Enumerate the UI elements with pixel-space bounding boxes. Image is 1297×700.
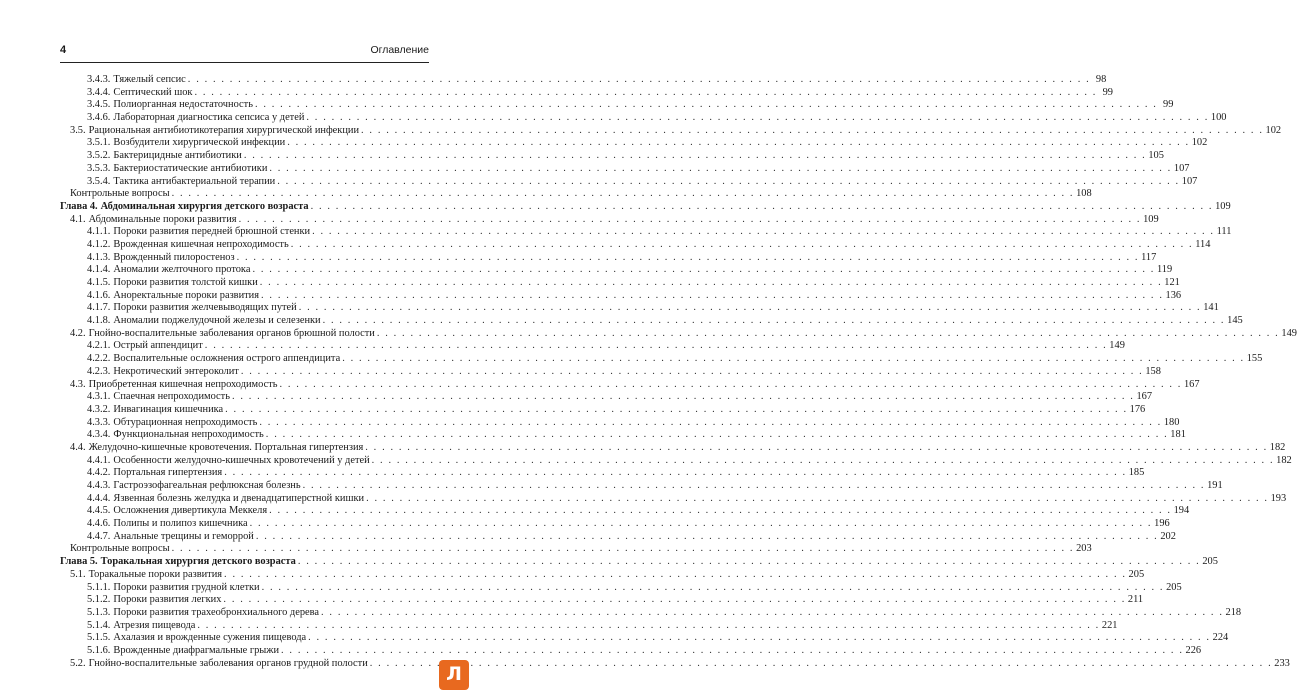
toc-leader-dots bbox=[303, 480, 1206, 493]
table-of-contents bbox=[60, 74, 1297, 670]
toc-entry-title bbox=[87, 505, 267, 518]
toc-entry-text: Осложнения дивертикула Меккеля bbox=[113, 505, 268, 517]
toc-entry-number: 3.5.2. bbox=[87, 150, 111, 162]
toc-entry-number: 3.4.5. bbox=[87, 99, 111, 111]
toc-leader-dots bbox=[172, 543, 1075, 556]
toc-leader-dots bbox=[308, 632, 1211, 645]
toc-entry bbox=[60, 530, 1176, 544]
toc-leader-dots bbox=[188, 74, 1091, 87]
toc-entry-text: Портальная гипертензия bbox=[113, 467, 223, 479]
toc-entry-title bbox=[87, 277, 258, 290]
toc-entry-number: 5.1.3. bbox=[87, 606, 111, 618]
toc-leader-dots bbox=[239, 214, 1142, 227]
toc-entry-title bbox=[87, 417, 257, 430]
toc-entry-number: Глава 4. bbox=[60, 200, 98, 212]
toc-leader-dots bbox=[237, 252, 1140, 265]
toc-entry-page: 99 bbox=[1163, 99, 1174, 111]
toc-entry-page: 167 bbox=[1183, 378, 1200, 390]
toc-entry-number: 4.1.3. bbox=[87, 251, 111, 263]
toc-leader-dots bbox=[255, 99, 1158, 112]
toc-entry-number: 4.4.3. bbox=[87, 480, 111, 491]
toc-entry-number: 3.5.1. bbox=[87, 137, 111, 149]
toc-entry bbox=[60, 251, 1157, 265]
toc-entry-title bbox=[87, 176, 275, 189]
toc-entry bbox=[60, 619, 1118, 633]
toc-entry-text: Бактериостатические антибиотики bbox=[113, 162, 268, 174]
toc-entry-title bbox=[87, 467, 222, 480]
toc-entry-number: 4.4.1. bbox=[87, 454, 111, 466]
toc-entry-text: Рациональная антибиотикотерапия хирургической инфекции bbox=[88, 124, 360, 136]
toc-entry bbox=[60, 150, 1164, 163]
toc-entry-text: Врожденная кишечная непроходимость bbox=[113, 238, 289, 250]
toc-entry-page: 111 bbox=[1216, 226, 1232, 238]
toc-entry-number: 4.4.2. bbox=[87, 467, 111, 479]
toc-entry bbox=[60, 632, 1229, 645]
toc-entry-text: Язвенная болезнь желудка и двенадцатиперстной кишки bbox=[113, 492, 365, 504]
toc-entry-page: 181 bbox=[1170, 429, 1186, 441]
toc-entry-page: 205 bbox=[1166, 581, 1182, 593]
toc-entry-title bbox=[87, 163, 267, 176]
toc-entry-text: Торакальные пороки развития bbox=[88, 568, 223, 580]
toc-chapter-entry bbox=[60, 200, 1231, 214]
toc-entry-text: Ахалазия и врожденные сужения пищевода bbox=[113, 632, 307, 644]
toc-entry-title bbox=[87, 455, 370, 468]
toc-leader-dots bbox=[311, 201, 1214, 214]
toc-entry-text: Аноректальные пороки развития bbox=[113, 289, 260, 301]
toc-entry-text: Пороки развития передней брюшной стенки bbox=[113, 226, 311, 238]
publisher-logo-icon bbox=[439, 660, 469, 690]
toc-entry-page: 193 bbox=[1270, 492, 1287, 504]
toc-entry-page: 119 bbox=[1156, 264, 1173, 276]
toc-entry-page: 180 bbox=[1163, 416, 1180, 428]
toc-entry-page: 176 bbox=[1129, 403, 1146, 415]
toc-entry-page: 203 bbox=[1076, 543, 1092, 555]
running-head: Оглавление bbox=[370, 44, 429, 56]
toc-entry-text: Атрезия пищевода bbox=[113, 619, 196, 631]
toc-entry bbox=[60, 518, 1170, 531]
toc-entry-page: 191 bbox=[1207, 480, 1223, 491]
toc-entry-title bbox=[87, 137, 285, 150]
toc-entry-title bbox=[60, 556, 296, 569]
toc-entry-number: 5.2. bbox=[70, 657, 86, 669]
toc-entry-number: 5.1.2. bbox=[87, 594, 111, 606]
toc-entry-title bbox=[87, 264, 250, 277]
toc-leader-dots bbox=[298, 556, 1201, 569]
toc-entry-title bbox=[70, 379, 277, 392]
toc-entry-title bbox=[87, 582, 260, 595]
toc-entry-text: Бактерицидные антибиотики bbox=[113, 150, 242, 162]
toc-entry-text: Функциональная непроходимость bbox=[113, 429, 264, 441]
toc-entry-title bbox=[87, 429, 264, 442]
toc-entry-title bbox=[70, 658, 368, 671]
toc-entry-title bbox=[70, 543, 170, 556]
toc-entry-number: 4.1.1. bbox=[87, 226, 111, 238]
toc-entry-title bbox=[87, 99, 253, 112]
toc-entry bbox=[60, 416, 1180, 430]
toc-entry-title bbox=[87, 252, 235, 265]
toc-entry-title bbox=[87, 150, 242, 163]
toc-leader-dots bbox=[377, 328, 1280, 341]
toc-entry-text: Врожденный пилоростеноз bbox=[113, 251, 235, 263]
toc-entry-page: 205 bbox=[1202, 556, 1218, 568]
toc-entry-number: 4.2.3. bbox=[87, 365, 111, 377]
toc-entry-text: Абдоминальные пороки развития bbox=[88, 213, 237, 225]
toc-leader-dots bbox=[259, 417, 1162, 430]
toc-entry-page: 221 bbox=[1101, 619, 1118, 631]
toc-entry-title bbox=[87, 404, 223, 417]
toc-entry-page: 149 bbox=[1281, 327, 1297, 339]
toc-entry-number: 4.4.7. bbox=[87, 530, 111, 542]
toc-entry-page: 102 bbox=[1265, 124, 1282, 136]
toc-entry-title bbox=[87, 226, 310, 239]
toc-entry-page: 196 bbox=[1154, 518, 1170, 530]
toc-entry bbox=[60, 315, 1243, 328]
page-number: 4 bbox=[60, 44, 67, 56]
toc-entry-number: 3.4.6. bbox=[87, 112, 111, 124]
toc-entry-title bbox=[60, 201, 309, 214]
toc-entry-page: 98 bbox=[1095, 74, 1107, 85]
toc-entry-title bbox=[70, 569, 222, 582]
toc-entry-number: 4.1.6. bbox=[87, 289, 111, 301]
toc-entry-page: 107 bbox=[1173, 162, 1190, 174]
toc-entry-number: 5.1.1. bbox=[87, 581, 111, 593]
toc-entry bbox=[60, 657, 1290, 671]
toc-entry-page: 121 bbox=[1164, 277, 1180, 288]
toc-entry-number: 3.5.3. bbox=[87, 162, 111, 174]
toc-entry bbox=[60, 403, 1146, 417]
toc-entry bbox=[60, 378, 1200, 392]
toc-entry-title bbox=[87, 112, 304, 125]
toc-entry-page: 99 bbox=[1102, 86, 1113, 98]
toc-entry-title bbox=[87, 607, 319, 620]
toc-leader-dots bbox=[241, 366, 1144, 379]
toc-entry-title bbox=[87, 366, 239, 379]
toc-entry bbox=[60, 505, 1190, 518]
toc-entry-number: 3.4.3. bbox=[87, 74, 111, 85]
toc-chapter-entry bbox=[60, 556, 1218, 569]
toc-entry bbox=[60, 391, 1153, 404]
toc-entry-text: Торакальная хирургия детского возраста bbox=[100, 556, 296, 568]
toc-entry-number: 4.1.8. bbox=[87, 315, 111, 327]
toc-entry-text: Пороки развития толстой кишки bbox=[113, 277, 258, 288]
toc-entry-number: 5.1.4. bbox=[87, 619, 111, 631]
toc-entry-title bbox=[87, 87, 192, 100]
toc-entry bbox=[60, 213, 1159, 227]
toc-leader-dots bbox=[279, 379, 1182, 392]
toc-entry-number: 4.2.2. bbox=[87, 353, 111, 365]
toc-entry-text: Обтурационная непроходимость bbox=[113, 416, 258, 428]
toc-entry-text: Приобретенная кишечная непроходимость bbox=[88, 378, 278, 390]
toc-leader-dots bbox=[224, 467, 1127, 480]
toc-entry bbox=[60, 162, 1190, 176]
toc-entry bbox=[60, 188, 1092, 201]
toc-entry-page: 233 bbox=[1274, 657, 1290, 669]
toc-entry-page: 102 bbox=[1191, 137, 1208, 149]
toc-entry-page: 141 bbox=[1203, 302, 1219, 314]
toc-entry-number: 4.3.4. bbox=[87, 429, 111, 441]
toc-entry-text: Полипы и полипоз кишечника bbox=[113, 518, 248, 530]
toc-leader-dots bbox=[250, 518, 1153, 531]
toc-entry-text: Пороки развития грудной клетки bbox=[113, 581, 260, 593]
toc-entry-page: 109 bbox=[1143, 213, 1159, 225]
toc-entry-text: Спаечная непроходимость bbox=[113, 391, 230, 403]
toc-entry bbox=[60, 606, 1242, 620]
toc-entry-text: Пороки развития легких bbox=[113, 594, 222, 606]
toc-leader-dots bbox=[224, 569, 1127, 582]
toc-entry-number: Глава 5. bbox=[60, 556, 98, 568]
toc-entry-page: 185 bbox=[1128, 467, 1145, 479]
toc-entry-number: 3.5. bbox=[70, 124, 86, 136]
toc-entry-title bbox=[87, 391, 230, 404]
toc-entry-text: Гнойно-воспалительные заболевания органов грудной полости bbox=[88, 657, 368, 669]
toc-entry-text: Тяжелый сепсис bbox=[113, 74, 186, 85]
toc-entry-title bbox=[87, 632, 306, 645]
toc-entry-title bbox=[87, 493, 364, 506]
toc-leader-dots bbox=[361, 125, 1264, 138]
toc-entry-page: 202 bbox=[1160, 530, 1176, 542]
toc-entry bbox=[60, 289, 1182, 303]
toc-entry-text: Анальные трещины и геморрой bbox=[113, 530, 254, 542]
toc-entry-page: 226 bbox=[1185, 644, 1202, 656]
toc-leader-dots bbox=[269, 163, 1172, 176]
toc-leader-dots bbox=[306, 112, 1209, 125]
toc-entry-text: Воспалительные осложнения острого аппендицита bbox=[113, 353, 341, 365]
toc-entry bbox=[60, 644, 1202, 658]
toc-leader-dots bbox=[252, 264, 1155, 277]
toc-entry-title bbox=[87, 620, 195, 633]
toc-leader-dots bbox=[205, 340, 1108, 353]
toc-entry-page: 218 bbox=[1225, 606, 1242, 618]
toc-entry-text: Контрольные вопросы bbox=[70, 188, 170, 200]
toc-entry-number: 3.4.4. bbox=[87, 86, 111, 98]
toc-leader-dots bbox=[312, 226, 1215, 239]
toc-entry bbox=[60, 124, 1282, 138]
toc-entry bbox=[60, 74, 1107, 87]
toc-entry-number: 4.3.1. bbox=[87, 391, 111, 403]
toc-leader-dots bbox=[225, 404, 1128, 417]
toc-entry-page: 182 bbox=[1269, 441, 1286, 453]
toc-entry bbox=[60, 277, 1180, 290]
toc-entry bbox=[60, 226, 1232, 239]
toc-entry-page: 224 bbox=[1212, 632, 1229, 644]
toc-entry-number: 4.1.2. bbox=[87, 238, 111, 250]
toc-entry-page: 105 bbox=[1148, 150, 1164, 162]
toc-leader-dots bbox=[372, 455, 1275, 468]
toc-entry-page: 136 bbox=[1165, 289, 1182, 301]
toc-entry bbox=[60, 441, 1286, 455]
toc-entry-title bbox=[87, 518, 248, 531]
toc-leader-dots bbox=[244, 150, 1147, 163]
toc-entry-page: 109 bbox=[1215, 200, 1231, 212]
toc-entry-text: Тактика антибактериальной терапии bbox=[113, 175, 276, 187]
toc-entry-number: 4.2.1. bbox=[87, 340, 111, 352]
toc-entry bbox=[60, 365, 1161, 379]
toc-entry bbox=[60, 353, 1263, 366]
toc-entry-page: 100 bbox=[1210, 112, 1227, 124]
toc-entry bbox=[60, 112, 1227, 125]
toc-entry-page: 194 bbox=[1173, 505, 1190, 517]
toc-entry-title bbox=[87, 340, 203, 353]
toc-entry bbox=[60, 340, 1125, 353]
toc-entry-number: 4.4. bbox=[70, 441, 86, 453]
toc-entry-title bbox=[70, 328, 375, 341]
toc-entry-page: 108 bbox=[1076, 188, 1092, 200]
toc-entry-number: 4.3.2. bbox=[87, 403, 111, 415]
toc-entry-title bbox=[87, 239, 289, 252]
toc-entry-text: Желудочно-кишечные кровотечения. Портальная гипертензия bbox=[88, 441, 364, 453]
toc-entry-title bbox=[70, 188, 170, 201]
toc-entry-number: 4.4.6. bbox=[87, 518, 111, 530]
toc-entry bbox=[60, 238, 1211, 252]
toc-entry-page: 182 bbox=[1276, 454, 1292, 466]
toc-entry-text: Некротический энтероколит bbox=[113, 365, 239, 377]
toc-entry-number: 4.3.3. bbox=[87, 416, 111, 428]
toc-entry bbox=[60, 581, 1182, 595]
toc-leader-dots bbox=[291, 239, 1194, 252]
toc-entry-page: 155 bbox=[1246, 353, 1263, 365]
toc-entry-text: Гастроэзофагеальная рефлюксная болезнь bbox=[113, 480, 301, 491]
toc-entry-text: Пороки развития трахеобронхиального дерева bbox=[113, 606, 320, 618]
toc-entry-title bbox=[87, 645, 279, 658]
toc-entry bbox=[60, 264, 1173, 277]
toc-entry-title bbox=[70, 442, 363, 455]
toc-entry-title bbox=[70, 214, 237, 227]
toc-leader-dots bbox=[321, 607, 1224, 620]
toc-entry bbox=[60, 99, 1174, 112]
toc-leader-dots bbox=[370, 658, 1273, 671]
toc-leader-dots bbox=[287, 137, 1190, 150]
toc-entry-page: 158 bbox=[1145, 365, 1161, 377]
toc-entry-page: 114 bbox=[1195, 238, 1211, 250]
toc-entry-title bbox=[87, 290, 259, 303]
toc-entry-text: Полиорганная недостаточность bbox=[113, 99, 253, 111]
toc-entry-text: Возбудители хирургической инфекции bbox=[113, 137, 286, 149]
toc-entry-number: 4.1.7. bbox=[87, 302, 111, 314]
toc-entry-number: 4.4.5. bbox=[87, 505, 111, 517]
toc-entry-text: Контрольные вопросы bbox=[70, 543, 170, 555]
toc-entry-text: Аномалии поджелудочной железы и селезенки bbox=[113, 315, 321, 327]
toc-leader-dots bbox=[261, 290, 1164, 303]
toc-entry-page: 145 bbox=[1227, 315, 1243, 327]
toc-entry-title bbox=[87, 302, 297, 315]
toc-leader-dots bbox=[342, 353, 1245, 366]
toc-entry-text: Абдоминальная хирургия детского возраста bbox=[100, 200, 309, 212]
toc-leader-dots bbox=[366, 493, 1269, 506]
toc-entry-number: 5.1.6. bbox=[87, 644, 111, 656]
toc-entry-page: 205 bbox=[1128, 568, 1145, 580]
toc-entry-text: Пороки развития желчевыводящих путей bbox=[113, 302, 297, 314]
toc-leader-dots bbox=[172, 188, 1075, 201]
toc-leader-dots bbox=[223, 594, 1126, 607]
toc-leader-dots bbox=[197, 620, 1100, 633]
toc-entry-number: 4.1. bbox=[70, 213, 86, 225]
toc-entry-text: Аномалии желточного протока bbox=[113, 264, 251, 276]
toc-leader-dots bbox=[277, 176, 1180, 189]
toc-entry-number: 3.5.4. bbox=[87, 175, 111, 187]
toc-entry-number: 4.3. bbox=[70, 378, 86, 390]
toc-leader-dots bbox=[256, 531, 1159, 544]
toc-entry-text: Острый аппендицит bbox=[113, 340, 203, 352]
toc-leader-dots bbox=[323, 315, 1226, 328]
toc-entry-text: Врожденные диафрагмальные грыжи bbox=[113, 644, 280, 656]
toc-entry-page: 117 bbox=[1141, 251, 1157, 263]
toc-entry bbox=[60, 175, 1198, 189]
toc-entry bbox=[60, 429, 1186, 442]
toc-entry bbox=[60, 302, 1219, 315]
toc-entry-text: Гнойно-воспалительные заболевания органов брюшной полости bbox=[88, 327, 375, 339]
toc-entry-title bbox=[87, 353, 340, 366]
toc-entry-text: Инвагинация кишечника bbox=[113, 403, 224, 415]
toc-entry-page: 107 bbox=[1181, 175, 1198, 187]
toc-entry-number: 4.2. bbox=[70, 327, 86, 339]
toc-entry bbox=[60, 492, 1287, 506]
toc-entry bbox=[60, 543, 1092, 556]
toc-entry-number: 4.1.4. bbox=[87, 264, 111, 276]
toc-entry bbox=[60, 480, 1223, 493]
toc-leader-dots bbox=[365, 442, 1268, 455]
toc-leader-dots bbox=[232, 391, 1135, 404]
toc-entry bbox=[60, 594, 1144, 607]
toc-entry-title bbox=[87, 480, 301, 493]
toc-entry-page: 211 bbox=[1127, 594, 1144, 606]
toc-entry-text: Особенности желудочно-кишечных кровотечений у детей bbox=[113, 454, 370, 466]
toc-entry-page: 167 bbox=[1136, 391, 1153, 403]
toc-entry bbox=[60, 86, 1113, 100]
toc-entry-title bbox=[87, 594, 221, 607]
toc-entry bbox=[60, 568, 1145, 582]
toc-entry bbox=[60, 454, 1292, 468]
toc-entry-title bbox=[87, 74, 186, 87]
toc-entry-number: 4.1.5. bbox=[87, 277, 111, 288]
toc-entry-page: 149 bbox=[1109, 340, 1125, 352]
toc-leader-dots bbox=[260, 277, 1163, 290]
toc-leader-dots bbox=[281, 645, 1184, 658]
toc-entry bbox=[60, 467, 1145, 480]
toc-entry-title bbox=[87, 531, 254, 544]
toc-leader-dots bbox=[194, 87, 1097, 100]
toc-entry-text: Септический шок bbox=[113, 86, 193, 98]
page-header bbox=[60, 40, 429, 63]
toc-leader-dots bbox=[269, 505, 1172, 518]
toc-entry-title bbox=[87, 315, 321, 328]
toc-leader-dots bbox=[299, 302, 1202, 315]
toc-entry-number: 5.1. bbox=[70, 568, 86, 580]
toc-entry-number: 4.4.4. bbox=[87, 492, 111, 504]
toc-entry-number: 5.1.5. bbox=[87, 632, 111, 644]
toc-leader-dots bbox=[266, 429, 1169, 442]
toc-entry bbox=[60, 137, 1208, 150]
toc-entry bbox=[60, 327, 1297, 341]
toc-entry-text: Лабораторная диагностика сепсиса у детей bbox=[113, 112, 305, 124]
toc-leader-dots bbox=[262, 582, 1165, 595]
toc-entry-title bbox=[70, 125, 359, 138]
